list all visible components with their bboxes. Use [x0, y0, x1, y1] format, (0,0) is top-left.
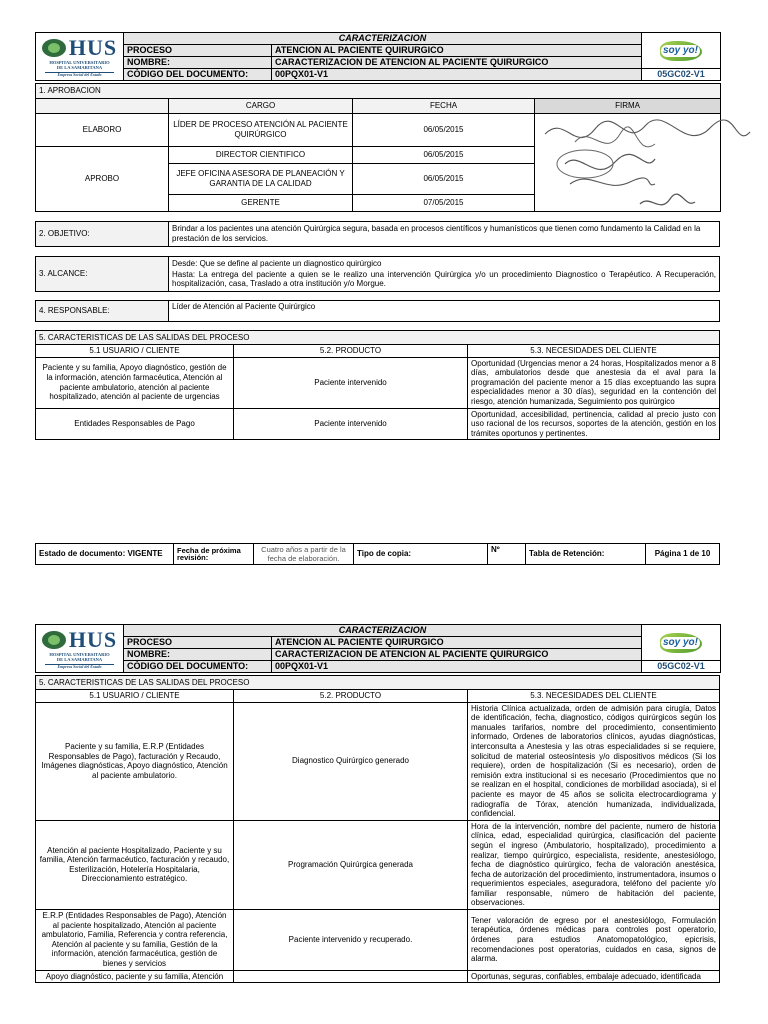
fecha-revision-label: Fecha de próxima revisión:	[174, 544, 254, 565]
alcance-hasta: Hasta: La entrega del paciente a quien se le realizo una intervención Quirúrgica y/o un procedimiento Diagnostico o Terapéutico. A Recuperación, hospitalización, casa, Traslado a otra institución y/o Morgue.	[169, 269, 720, 292]
document-header	[35, 624, 721, 673]
cargo-cell: DIRECTOR CIENTIFICO	[169, 147, 353, 164]
hospital-emblem-icon	[42, 39, 66, 57]
fecha-cell: 07/05/2015	[353, 195, 535, 212]
hospital-emblem-icon	[42, 631, 66, 649]
caracteristicas-title: 5. CARACTERISTICAS DE LAS SALIDAS DEL PROCESO	[36, 676, 720, 690]
numero-label: Nº	[488, 544, 526, 565]
soy-yo-icon: soy yo!	[660, 41, 702, 61]
proceso-label: PROCESO	[124, 637, 272, 649]
proceso-label: PROCESO	[124, 45, 272, 57]
nombre-value: CARACTERIZACION DE ATENCION AL PACIENTE QUIRURGICO	[272, 649, 642, 661]
document-header	[35, 32, 721, 81]
table-row: Paciente y su familia, E.R.P (Entidades Responsables de Pago), facturación y Recaudo, Imágenes diagnósticas, Apoyo diagnóstico, Atención al paciente ambulatorio. Diagnostico Quirúrgico generado Historia Clínica actualizada, orden de admisión para cirugía, Datos de identificación, fecha, diagnostico, códigos quirúrgicos según los manuales tarifarios, nombre del procedimiento, consentimiento informado, Ordenes de laboratorios clínicos, ayudas diagnósticas, interconsulta a Anestesia y las otras especialidades si se requiere, solicitud de material osteosíntesis y/o dispositivos médicos (Si los requiere), orden de hospitalización (Si es necesario), orden de remisión extra institucional si es necesario (Procedimientos que no se realizan en el hospital, condiciones de morbilidad asociada), si el paciente es mayor de 45 años se solicita electrocardiograma y radiografía de Tórax, atención humanizada, individualizada, confidencial.	[36, 702, 720, 820]
document-footer	[35, 543, 720, 565]
document-page-1	[35, 32, 720, 563]
nombre-label: NOMBRE:	[124, 649, 272, 661]
form-code: 05GC02-V1	[642, 661, 721, 673]
proceso-value: ATENCION AL PACIENTE QUIRURGICO	[272, 45, 642, 57]
cargo-cell: GERENTE	[169, 195, 353, 212]
producto-header: 5.2. PRODUCTO	[234, 690, 468, 703]
alcance-desde: Desde: Que se define al paciente un diagnostico quirúrgico	[169, 257, 720, 269]
caracteristicas-table-continued	[35, 675, 720, 983]
brand-logo	[642, 33, 721, 69]
cargo-cell: JEFE OFICINA ASESORA DE PLANEACIÓN Y GARANTIA DE LA CALIDAD	[169, 164, 353, 195]
handwritten-signatures	[535, 114, 755, 218]
alcance-table	[35, 256, 720, 292]
table-row: Paciente y su familia, Apoyo diagnóstico, gestión de la información, atención farmacéutica, Atención al paciente ambulatorio, atención al paciente hospitalizado, atención al paciente de urgencias Paciente intervenido Oportunidad (Urgencias menor a 24 horas, Hospitalizados menor a 8 días, ambulatorios desde que anestesia da el aval para la programación del paciente menor a 15 días exceptuando las supra especialidades menor a 30 días), seguridad en la contención del riesgo, atención humanizada, Seguimiento pos quirúrgico	[36, 357, 720, 408]
proceso-value: ATENCION AL PACIENTE QUIRURGICO	[272, 637, 642, 649]
usuario-header: 5.1 USUARIO / CLIENTE	[36, 690, 234, 703]
fecha-cell: 06/05/2015	[353, 114, 535, 147]
hospital-logo: HUS HOSPITAL UNIVERSITARIO DE LA SAMARITANA Empresa Social del Estado	[36, 625, 124, 673]
document-title: CARACTERIZACION	[124, 625, 642, 637]
page-number: Página 1 de 10	[646, 544, 720, 565]
responsable-label: 4. RESPONSABLE:	[36, 301, 169, 322]
necesidades-header: 5.3. NECESIDADES DEL CLIENTE	[468, 690, 720, 703]
hospital-logo: HUS HOSPITAL UNIVERSITARIO DE LA SAMARITANA Empresa Social del Estado	[36, 33, 124, 81]
responsable-table	[35, 300, 720, 322]
caracteristicas-table	[35, 330, 720, 440]
document-title: CARACTERIZACION	[124, 33, 642, 45]
necesidades-header: 5.3. NECESIDADES DEL CLIENTE	[468, 345, 720, 358]
responsable-text: Líder de Atención al Paciente Quirúrgico	[169, 301, 720, 322]
caracteristicas-title: 5. CARACTERISTICAS DE LAS SALIDAS DEL PROCESO	[36, 331, 720, 345]
fecha-revision-value: Cuatro años a partir de la fecha de elaboración.	[254, 544, 354, 565]
soy-yo-icon: soy yo!	[660, 633, 702, 653]
elaboro-label: ELABORO	[36, 114, 169, 147]
table-row: Entidades Responsables de Pago Paciente intervenido Oportunidad, accesibilidad, pertinencia, calidad al precio justo con uso racional de los recursos, soportes de la atención, gestión en los trámites oportunos y pertinentes.	[36, 408, 720, 440]
cargo-cell: LÍDER DE PROCESO ATENCIÓN AL PACIENTE QUIRÚRGICO	[169, 114, 353, 147]
objetivo-text: Brindar a los pacientes una atención Quirúrgica segura, basada en procesos científicos y humanísticos que tienen como fundamento la Calidad en la prestación de los servicios.	[169, 222, 720, 247]
form-code: 05GC02-V1	[642, 69, 721, 81]
cargo-header: CARGO	[169, 99, 353, 114]
fecha-header: FECHA	[353, 99, 535, 114]
document-page-2	[35, 624, 720, 983]
fecha-cell: 06/05/2015	[353, 147, 535, 164]
aprobacion-title: 1. APROBACION	[36, 84, 721, 99]
estado-documento: Estado de documento: VIGENTE	[36, 544, 174, 565]
firma-header: FIRMA	[535, 99, 721, 114]
alcance-label: 3. ALCANCE:	[36, 257, 169, 292]
codigo-label: CÓDIGO DEL DOCUMENTO:	[124, 69, 272, 81]
aprobo-label: APROBO	[36, 147, 169, 212]
producto-header: 5.2. PRODUCTO	[234, 345, 468, 358]
table-row: Atención al paciente Hospitalizado, Paciente y su familia, Atención farmacéutico, facturación y recaudo, Esterilización, Hotelería Hospitalaria, Direccionamiento estratégico. Programación Quirúrgica generada Hora de la intervención, nombre del paciente, numero de historia clínica, edad, especialidad quirúrgica, clasificación del paciente según el ingreso (Ambulatorio, hospitalizado), procedimiento a realizar, tiempo quirúrgico, especialista, residente, anestesiólogo, fecha de diagnóstico quirúrgico, fecha de valoración anestésica, fecha de autorización del procedimiento, instrumentadora, insumos o requerimientos especiales, aseguradora, teléfono del paciente y/o familiar responsable, número de habitación del paciente, observaciones.	[36, 820, 720, 909]
codigo-value: 00PQX01-V1	[272, 661, 642, 673]
nombre-label: NOMBRE:	[124, 57, 272, 69]
tipo-copia-label: Tipo de copia:	[354, 544, 488, 565]
codigo-label: CÓDIGO DEL DOCUMENTO:	[124, 661, 272, 673]
nombre-value: CARACTERIZACION DE ATENCION AL PACIENTE QUIRURGICO	[272, 57, 642, 69]
fecha-cell: 06/05/2015	[353, 164, 535, 195]
table-row: Apoyo diagnóstico, paciente y su familia, Atención Oportunas, seguras, confiables, embalaje adecuado, identificada	[36, 970, 720, 983]
signatures-area	[535, 114, 721, 212]
table-row: E.R.P (Entidades Responsables de Pago), Atención al paciente hospitalizado, Atención al paciente ambulatorio, Familia, Referencia y contra referencia, Atención al paciente y su familia, Gestión de la información, atención farmacéutica, gestión de bienes y servicios Paciente intervenido y recuperado. Tener valoración de egreso por el anestesiólogo, Formulación terapéutica, órdenes médicas para controles post operatorio, órdenes para estudios Anatomopatológico, epicrisis, recomendaciones post operatorias, cuidados en casa, signos de alarma.	[36, 910, 720, 971]
aprobacion-table	[35, 83, 721, 212]
codigo-value: 00PQX01-V1	[272, 69, 642, 81]
brand-logo	[642, 625, 721, 661]
objetivo-table	[35, 221, 720, 247]
objetivo-label: 2. OBJETIVO:	[36, 222, 169, 247]
usuario-header: 5.1 USUARIO / CLIENTE	[36, 345, 234, 358]
tabla-retencion-label: Tabla de Retención:	[526, 544, 646, 565]
